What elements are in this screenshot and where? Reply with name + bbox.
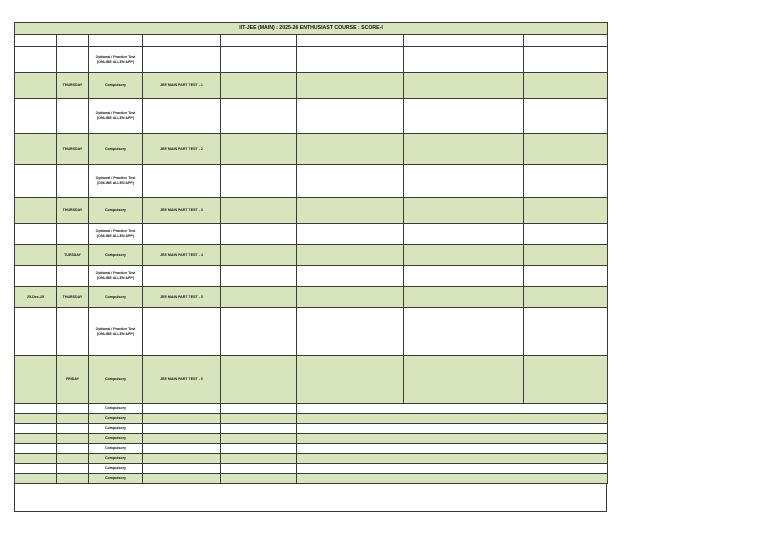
- empty-cell: [297, 198, 404, 224]
- day-cell: [57, 224, 89, 245]
- empty-cell: [297, 245, 404, 266]
- test-type-cell: [89, 287, 143, 308]
- schedule-row: [15, 198, 608, 224]
- day-cell-text: THURSDAY: [62, 208, 83, 213]
- empty-cell: [15, 444, 57, 454]
- date-cell: [15, 356, 57, 404]
- test-name-cell: [143, 245, 221, 266]
- empty-cell: [404, 356, 524, 404]
- empty-cell: [297, 224, 404, 245]
- empty-cell: [15, 474, 57, 484]
- test-name-cell: [143, 47, 221, 73]
- compulsory-row: [15, 464, 608, 474]
- merged-empty-cell: [297, 464, 608, 474]
- compulsory-row: [15, 444, 608, 454]
- empty-cell: [15, 424, 57, 434]
- date-cell: [15, 198, 57, 224]
- empty-cell: [57, 474, 89, 484]
- date-cell: [15, 165, 57, 198]
- empty-cell: [524, 73, 608, 99]
- schedule-row: [15, 99, 608, 134]
- test-name-cell: [143, 165, 221, 198]
- day-cell-text: THURSDAY: [62, 146, 83, 151]
- empty-cell: [297, 99, 404, 134]
- empty-cell: [221, 245, 297, 266]
- date-cell: [15, 245, 57, 266]
- schedule-row: [15, 356, 608, 404]
- test-name-cell: [143, 134, 221, 165]
- empty-cell: [404, 287, 524, 308]
- empty-cell: [524, 308, 608, 356]
- test-type-cell: [89, 198, 143, 224]
- empty-cell: [221, 308, 297, 356]
- day-cell: [57, 73, 89, 99]
- empty-cell: [15, 414, 57, 424]
- empty-cell: [57, 444, 89, 454]
- test-name-cell: [143, 266, 221, 287]
- merged-empty-cell: [297, 414, 608, 424]
- date-cell: [15, 266, 57, 287]
- day-cell: [57, 47, 89, 73]
- empty-cell: [15, 434, 57, 444]
- empty-cell: [221, 134, 297, 165]
- empty-cell: [15, 454, 57, 464]
- empty-cell: [221, 356, 297, 404]
- test-type-cell-text: Optional / Practice Test (ONLINE ALLEN APP): [95, 54, 136, 64]
- sheet-title: IIT-JEE (MAIN) : 2025-26 ENTHUSIAST COURSE : SCORE-I: [15, 23, 608, 35]
- empty-cell: [524, 356, 608, 404]
- cell: [15, 35, 57, 47]
- merged-empty-cell: [297, 434, 608, 444]
- schedule-row: [15, 73, 608, 99]
- test-name-cell: [143, 287, 221, 308]
- schedule-row: [15, 47, 608, 73]
- day-cell-text: THURSDAY: [62, 294, 83, 299]
- cell: [89, 35, 143, 47]
- compulsory-row: [15, 454, 608, 464]
- test-type-cell: [89, 99, 143, 134]
- empty-cell: [404, 99, 524, 134]
- empty-cell: [15, 404, 57, 414]
- test-type-cell-text: Compulsory: [105, 426, 126, 431]
- empty-cell: [57, 424, 89, 434]
- test-name-cell: [143, 73, 221, 99]
- day-cell: [57, 356, 89, 404]
- test-type-cell: [89, 414, 143, 424]
- test-type-cell: [89, 404, 143, 414]
- test-name-cell: [143, 99, 221, 134]
- footer-blank-area: [14, 484, 607, 512]
- empty-cell: [524, 245, 608, 266]
- day-cell: [57, 308, 89, 356]
- cell: [297, 35, 404, 47]
- empty-cell: [221, 404, 297, 414]
- empty-cell: [404, 47, 524, 73]
- empty-cell: [297, 165, 404, 198]
- test-type-cell: [89, 134, 143, 165]
- empty-cell: [404, 73, 524, 99]
- test-type-cell-text: Optional / Practice Test (ONLINE ALLEN APP): [95, 326, 136, 336]
- day-cell: [57, 99, 89, 134]
- empty-cell: [221, 464, 297, 474]
- merged-empty-cell: [297, 474, 608, 484]
- test-type-cell-text: Optional / Practice Test (ONLINE ALLEN APP): [95, 271, 136, 280]
- compulsory-row: [15, 434, 608, 444]
- empty-cell: [143, 424, 221, 434]
- empty-cell: [143, 414, 221, 424]
- empty-cell: [404, 134, 524, 165]
- date-cell: [15, 47, 57, 73]
- empty-cell: [404, 308, 524, 356]
- merged-empty-cell: [297, 444, 608, 454]
- date-cell: [15, 287, 57, 308]
- day-cell: [57, 165, 89, 198]
- day-cell-text: THURSDAY: [62, 83, 83, 88]
- compulsory-row: [15, 424, 608, 434]
- empty-cell: [404, 224, 524, 245]
- test-name-cell: [143, 224, 221, 245]
- date-cell: [15, 99, 57, 134]
- date-cell: [15, 134, 57, 165]
- test-type-cell-text: Compulsory: [105, 377, 126, 382]
- test-type-cell-text: Compulsory: [105, 252, 126, 257]
- test-type-cell: [89, 266, 143, 287]
- cell: [524, 35, 608, 47]
- test-type-cell-text: Optional / Practice Test (ONLINE ALLEN APP): [95, 111, 136, 120]
- empty-cell: [404, 266, 524, 287]
- empty-cell: [221, 454, 297, 464]
- schedule-row: [15, 134, 608, 165]
- empty-cell: [221, 434, 297, 444]
- schedule-row: [15, 266, 608, 287]
- empty-cell: [404, 165, 524, 198]
- empty-cell: [57, 464, 89, 474]
- test-type-cell-text: Optional / Practice Test (ONLINE ALLEN APP): [95, 229, 136, 238]
- empty-cell: [297, 134, 404, 165]
- empty-cell: [524, 47, 608, 73]
- test-name-cell-text: JEE MAIN PART TEST - 2: [160, 146, 203, 151]
- test-type-cell-text: Compulsory: [105, 416, 126, 421]
- test-type-cell-text: Compulsory: [105, 476, 126, 481]
- test-type-cell-text: Optional / Practice Test (ONLINE ALLEN APP): [95, 176, 136, 185]
- empty-cell: [143, 464, 221, 474]
- schedule-row: [15, 165, 608, 198]
- day-cell: [57, 266, 89, 287]
- test-type-cell-text: Compulsory: [105, 456, 126, 461]
- schedule-row: [15, 224, 608, 245]
- empty-cell: [221, 444, 297, 454]
- day-cell: [57, 134, 89, 165]
- cell: [143, 35, 221, 47]
- empty-cell: [524, 165, 608, 198]
- title-row: [15, 23, 608, 35]
- schedule-row: [15, 245, 608, 266]
- empty-cell: [297, 266, 404, 287]
- test-type-cell: [89, 308, 143, 356]
- merged-empty-cell: [297, 404, 608, 414]
- compulsory-row: [15, 414, 608, 424]
- test-name-cell-text: JEE MAIN PART TEST - 5: [160, 294, 203, 299]
- cell: [404, 35, 524, 47]
- test-type-cell: [89, 464, 143, 474]
- test-type-cell-text: Compulsory: [105, 466, 126, 471]
- day-cell: [57, 245, 89, 266]
- compulsory-row: [15, 404, 608, 414]
- empty-cell: [143, 404, 221, 414]
- empty-cell: [524, 224, 608, 245]
- empty-cell: [297, 308, 404, 356]
- empty-cell: [143, 444, 221, 454]
- test-type-cell-text: Compulsory: [105, 83, 126, 88]
- empty-cell: [221, 73, 297, 99]
- test-type-cell: [89, 474, 143, 484]
- empty-cell: [221, 474, 297, 484]
- empty-cell: [57, 434, 89, 444]
- empty-cell: [15, 464, 57, 474]
- empty-cell: [221, 198, 297, 224]
- empty-cell: [297, 287, 404, 308]
- test-type-cell: [89, 424, 143, 434]
- test-type-cell: [89, 434, 143, 444]
- test-name-cell: [143, 308, 221, 356]
- schedule-row: [15, 308, 608, 356]
- test-name-cell-text: JEE MAIN PART TEST - 6: [160, 377, 203, 382]
- test-type-cell-text: Compulsory: [105, 446, 126, 451]
- empty-cell: [524, 287, 608, 308]
- empty-cell: [221, 266, 297, 287]
- day-cell: [57, 287, 89, 308]
- empty-cell: [524, 266, 608, 287]
- empty-cell: [297, 356, 404, 404]
- empty-cell: [297, 47, 404, 73]
- date-cell: [15, 73, 57, 99]
- test-type-cell-text: Compulsory: [105, 208, 126, 213]
- cell: [221, 35, 297, 47]
- empty-cell: [524, 134, 608, 165]
- empty-cell: [221, 424, 297, 434]
- empty-cell: [143, 474, 221, 484]
- test-type-cell-text: Compulsory: [105, 436, 126, 441]
- compulsory-row: [15, 474, 608, 484]
- empty-cell: [221, 165, 297, 198]
- empty-cell: [221, 47, 297, 73]
- test-type-cell: [89, 444, 143, 454]
- day-cell: [57, 198, 89, 224]
- day-cell-text: TUESDAY: [64, 252, 81, 257]
- empty-cell: [221, 99, 297, 134]
- test-name-cell-text: JEE MAIN PART TEST - 1: [160, 83, 203, 88]
- test-name-cell: [143, 356, 221, 404]
- empty-cell: [297, 73, 404, 99]
- test-type-cell: [89, 165, 143, 198]
- empty-cell: [57, 414, 89, 424]
- date-cell: [15, 224, 57, 245]
- date-cell: [15, 308, 57, 356]
- test-type-cell-text: Compulsory: [105, 294, 126, 299]
- empty-cell: [57, 454, 89, 464]
- schedule-row: [15, 287, 608, 308]
- empty-cell: [57, 404, 89, 414]
- test-name-cell-text: JEE MAIN PART TEST - 3: [160, 208, 203, 213]
- test-type-cell: [89, 47, 143, 73]
- merged-empty-cell: [297, 424, 608, 434]
- header-spacer-row: [15, 35, 608, 47]
- empty-cell: [221, 224, 297, 245]
- merged-empty-cell: [297, 454, 608, 464]
- test-type-cell-text: Compulsory: [105, 406, 126, 411]
- date-cell-text: 25-Dec-25: [27, 294, 44, 299]
- empty-cell: [404, 245, 524, 266]
- test-name-cell: [143, 198, 221, 224]
- test-type-cell: [89, 224, 143, 245]
- cell: [57, 35, 89, 47]
- empty-cell: [524, 99, 608, 134]
- test-name-cell-text: JEE MAIN PART TEST - 4: [160, 252, 203, 257]
- day-cell-text: FRIDAY: [65, 377, 80, 382]
- test-type-cell-text: Compulsory: [105, 146, 126, 151]
- empty-cell: [404, 198, 524, 224]
- schedule-sheet: [14, 22, 607, 512]
- schedule-table: [14, 22, 608, 484]
- empty-cell: [221, 287, 297, 308]
- test-type-cell: [89, 73, 143, 99]
- empty-cell: [143, 454, 221, 464]
- test-type-cell: [89, 454, 143, 464]
- empty-cell: [143, 434, 221, 444]
- test-type-cell: [89, 356, 143, 404]
- empty-cell: [221, 414, 297, 424]
- empty-cell: [524, 198, 608, 224]
- test-type-cell: [89, 245, 143, 266]
